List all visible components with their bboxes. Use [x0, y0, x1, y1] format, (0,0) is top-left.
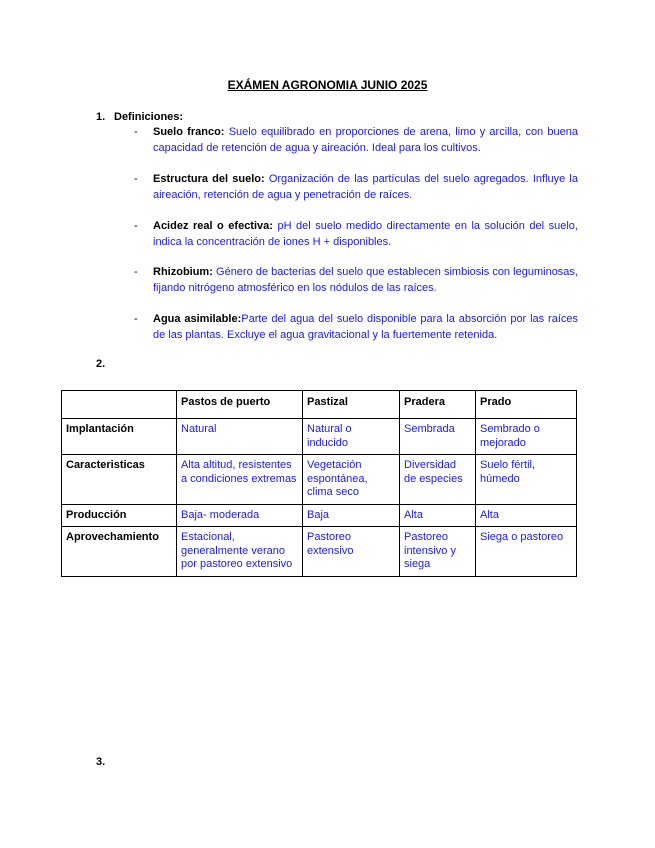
- table-cell: Vegetación espontánea, clima seco: [303, 455, 400, 505]
- table-cell: Siega o pastoreo: [476, 527, 577, 577]
- definition-description: Género de bacterias del suelo que establecen simbiosis con leguminosas, fijando nitrógeno atmosférico en los nódulos de las raíces.: [153, 266, 578, 294]
- table-header-cell: Pastizal: [303, 391, 400, 419]
- table-cell: Alta: [400, 504, 476, 527]
- section-2-number: 2.: [96, 358, 106, 370]
- table-cell: Estacional, generalmente verano por pastoreo extensivo: [177, 527, 303, 577]
- pasture-comparison-table: [61, 390, 577, 577]
- row-label: Caracteristicas: [62, 455, 177, 505]
- definition-term: Agua asimilable:: [153, 313, 242, 325]
- table-cell: Sembrada: [400, 419, 476, 455]
- row-label: Producción: [62, 504, 177, 527]
- definition-description: Organización de las partículas del suelo agregados. Influye la aireación, retención de agua y penetración de raíces.: [153, 173, 578, 201]
- definition-term: Acidez real o efectiva:: [153, 220, 273, 232]
- table-row: [62, 527, 577, 577]
- row-label: Aprovechamiento: [62, 527, 177, 577]
- table-header-cell: Pastos de puerto: [177, 391, 303, 419]
- table-header-cell: Pradera: [400, 391, 476, 419]
- table-header-row: [62, 391, 577, 419]
- section-1-heading: [96, 111, 183, 123]
- section-3-number: 3.: [96, 756, 106, 768]
- definition-term: Rhizobium:: [153, 266, 213, 278]
- table-cell: Alta: [476, 504, 577, 527]
- definition-estructura-del-suelo: [134, 171, 578, 203]
- definition-agua-asimilable: [134, 311, 578, 343]
- exam-title: EXÁMEN AGRONOMIA JUNIO 2025: [227, 78, 428, 92]
- bullet-dash: -: [134, 220, 138, 232]
- definition-term: Estructura del suelo:: [153, 173, 265, 185]
- table-cell: Baja: [303, 504, 400, 527]
- definition-description: pH del suelo medido directamente en la solución del suelo, indica la concentración de iones H + disponibles.: [153, 220, 578, 248]
- bullet-dash: -: [134, 266, 138, 278]
- section-1-title: Definiciones:: [114, 111, 184, 123]
- bullet-dash: -: [134, 126, 138, 138]
- table-row: [62, 504, 577, 527]
- row-label: Implantación: [62, 419, 177, 455]
- definition-description: Suelo equilibrado en proporciones de arena, limo y arcilla, con buena capacidad de retención de agua y aireación. Ideal para los cultivos.: [153, 126, 578, 154]
- definition-acidez-real: [134, 218, 578, 250]
- table-cell: Pastoreo intensivo y siega: [400, 527, 476, 577]
- table-cell: Alta altitud, resistentes a condiciones extremas: [177, 455, 303, 505]
- table-cell: Natural o inducido: [303, 419, 400, 455]
- section-1-number: 1.: [96, 111, 106, 123]
- table-cell: Diversidad de especies: [400, 455, 476, 505]
- table-header-cell: Prado: [476, 391, 577, 419]
- definition-term: Suelo franco:: [153, 126, 225, 138]
- bullet-dash: -: [134, 313, 138, 325]
- table-cell: Natural: [177, 419, 303, 455]
- table-cell: Suelo fértil, húmedo: [476, 455, 577, 505]
- bullet-dash: -: [134, 173, 138, 185]
- table-row: [62, 419, 577, 455]
- definition-rhizobium: [134, 264, 578, 296]
- table-cell: Pastoreo extensivo: [303, 527, 400, 577]
- table-cell: Sembrado o mejorado: [476, 419, 577, 455]
- table-header-cell: [62, 391, 177, 419]
- definition-suelo-franco: [134, 124, 578, 156]
- table-row: [62, 455, 577, 505]
- table-cell: Baja- moderada: [177, 504, 303, 527]
- definition-description: Parte del agua del suelo disponible para la absorción por las raíces de las plantas. Excluye el agua gravitacional y la fuertemente retenida.: [153, 313, 578, 341]
